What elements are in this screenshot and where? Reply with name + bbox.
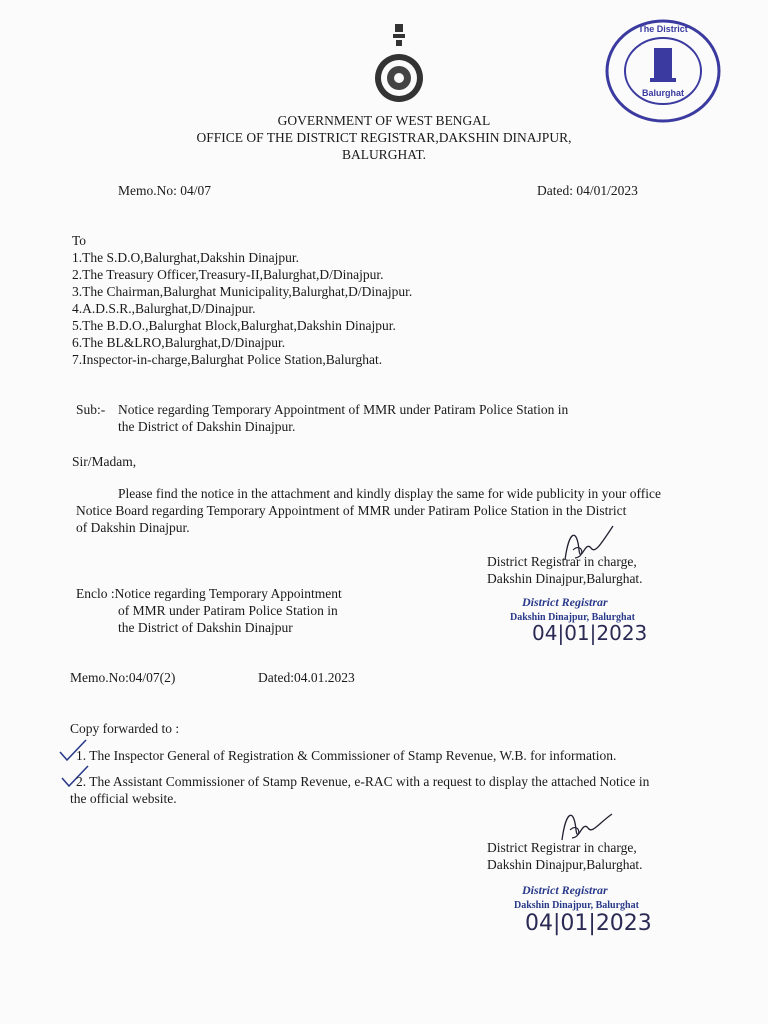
addressee-6: 6.The BL&LRO,Balurghat,D/Dinajpur. [72,335,286,350]
signature-2-title: District Registrar in charge, [487,840,637,855]
stamp-1-place: Dakshin Dinajpur, Balurghat [510,612,635,623]
subject-label: Sub:- [76,402,106,417]
copy-item-1: 1. The Inspector General of Registration & Commissioner of Stamp Revenue, W.B. for information. [76,748,617,763]
state-emblem-icon [373,22,425,106]
stamp-2-title: District Registrar [522,883,608,897]
body-line-1: Please find the notice in the attachment and kindly display the same for wide publicity in your office [118,486,661,501]
enclosure-line-3: the District of Dakshin Dinajpur [118,620,293,635]
addressee-3: 3.The Chairman,Balurghat Municipality,Balurghat,D/Dinajpur. [72,284,413,299]
stamp-2-date: 04|01|2023 [525,911,652,936]
stamp-1-date: 04|01|2023 [532,621,648,645]
header-government: GOVERNMENT OF WEST BENGAL [277,113,491,128]
memo2-number: Memo.No:04/07(2) [70,670,176,685]
signature-1-place: Dakshin Dinajpur,Balurghat. [487,571,643,586]
signature-1-title: District Registrar in charge, [487,554,637,569]
svg-text:The District: The District [638,24,688,34]
addressee-4: 4.A.D.S.R.,Balurghat,D/Dinajpur. [72,301,256,316]
enclosure-line-1: Enclo :Notice regarding Temporary Appointment [76,586,342,601]
stamp-1-title: District Registrar [522,595,608,609]
copy-heading: Copy forwarded to : [70,721,180,736]
addressee-5: 5.The B.D.O.,Balurghat Block,Balurghat,Dakshin Dinajpur. [72,318,396,333]
header-place: BALURGHAT. [341,147,427,162]
body-line-2: Notice Board regarding Temporary Appointment of MMR under Patiram Police Station in the District [76,503,627,518]
body-line-3: of Dakshin Dinajpur. [76,520,190,535]
copy-item-2-line-2: the official website. [70,791,177,806]
subject-line-2: the District of Dakshin Dinajpur. [118,419,296,434]
office-seal-icon [604,18,722,124]
enclosure-line-2: of MMR under Patiram Police Station in [118,603,338,618]
addressee-7: 7.Inspector-in-charge,Balurghat Police Station,Balurghat. [72,352,383,367]
to-label: To [72,233,87,248]
memo-number: Memo.No: 04/07 [118,183,211,198]
copy-item-2-line-1: 2. The Assistant Commissioner of Stamp Revenue, e-RAC with a request to display the attached Notice in [76,774,650,789]
svg-text:Balurghat: Balurghat [641,88,685,98]
signature-2-place: Dakshin Dinajpur,Balurghat. [487,857,643,872]
addressee-1: 1.The S.D.O,Balurghat,Dakshin Dinajpur. [72,250,299,265]
memo2-date: Dated:04.01.2023 [258,670,355,685]
addressee-2: 2.The Treasury Officer,Treasury-II,Balurghat,D/Dinajpur. [72,267,384,282]
stamp-2-place: Dakshin Dinajpur, Balurghat [514,900,639,911]
subject-line-1: Notice regarding Temporary Appointment of MMR under Patiram Police Station in [118,402,569,417]
header-office: OFFICE OF THE DISTRICT REGISTRAR,DAKSHIN DINAJPUR, [196,130,572,145]
memo-date: Dated: 04/01/2023 [537,183,638,198]
salutation: Sir/Madam, [72,454,137,469]
